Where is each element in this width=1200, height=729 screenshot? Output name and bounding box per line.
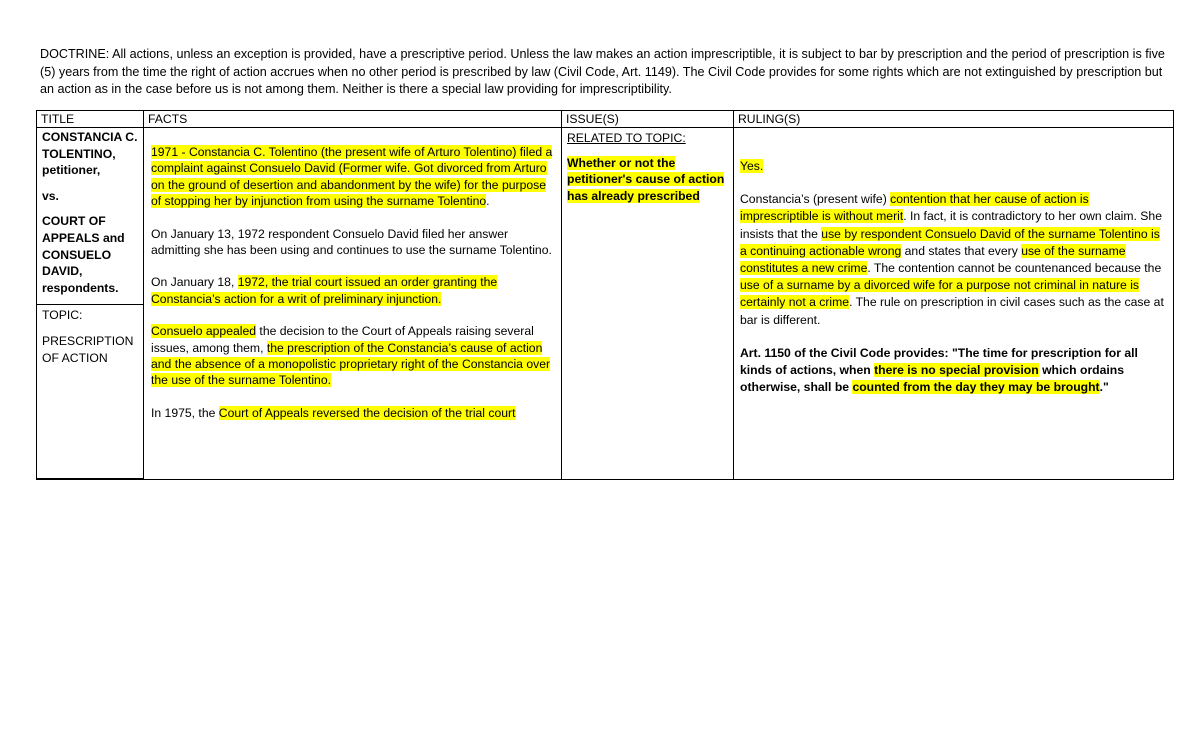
topic-section (37, 305, 143, 479)
issue-related-label: RELATED TO TOPIC: (567, 131, 686, 145)
header-issues: ISSUE(S) (562, 111, 734, 128)
case-parties (37, 128, 143, 305)
petitioner-name: CONSTANCIA C. TOLENTINO, (42, 130, 138, 161)
facts-paragraph-2: On January 13, 1972 respondent Consuelo David filed her answer admitting she has been using and continues to use the surname Tolentino. (151, 226, 552, 258)
header-rulings: RULING(S) (734, 111, 1174, 128)
versus-label: vs. (42, 188, 59, 203)
issues-cell (562, 128, 734, 480)
facts-paragraph-5: In 1975, the Court of Appeals reversed the decision of the trial court (151, 405, 516, 420)
topic-value: PRESCRIPTION OF ACTION (42, 333, 134, 365)
facts-paragraph-4: Consuelo appealed the decision to the Court of Appeals raising several issues, among them, the prescription of the Constancia’s cause of action and the absence of a monopolistic proprietary right of the Constancia over the use of the surname Tolentino. (151, 324, 551, 388)
respondent-names: COURT OF APPEALS and CONSUELO DAVID, (42, 214, 125, 279)
topic-label: TOPIC: (42, 308, 83, 323)
petitioner-role: petitioner, (42, 163, 101, 178)
issue-question: Whether or not the petitioner's cause of action has already prescribed (567, 155, 725, 203)
ruling-paragraph-1: Constancia’s (present wife) contention that her cause of action is imprescriptible is without merit. In fact, it is contradictory to her own claim. She insists that the use by respondent Consuelo David of the surname Tolentino is a continuing actionable wrong and states that every use of the surname constitutes a new crime. The contention cannot be countenanced because the use of a surname by a divorced wife for a purpose not criminal in nature is certainly not a crime. The rule on prescription in civil cases such as the case at bar is different. (740, 192, 1164, 327)
case-digest-table (36, 110, 1174, 480)
header-title: TITLE (37, 111, 144, 128)
facts-cell (144, 128, 562, 480)
facts-paragraph-3: On January 18, 1972, the trial court issued an order granting the Constancia’s action for a writ of preliminary injunction. (151, 275, 498, 306)
header-facts: FACTS (144, 111, 562, 128)
respondent-role: respondents. (42, 280, 119, 295)
facts-paragraph-1: 1971 - Constancia C. Tolentino (the present wife of Arturo Tolentino) filed a complaint against Consuelo David (Former wife. Got divorced from Arturo on the ground of desertion and abandonment by the wife) for the purpose of stopping her by injunction from using the surname Tolentino. (151, 145, 553, 209)
table-row (37, 128, 1174, 480)
title-cell (37, 128, 144, 480)
doctrine-paragraph: DOCTRINE: All actions, unless an exception is provided, have a prescriptive period. Unless the law makes an action imprescriptible, it is subject to bar by prescription and the period of prescription is five (5) years from the time the right of action accrues when no other period is prescribed by law (Civil Code, Art. 1149). The Civil Code provides for some rights which are not extinguished by prescription but an action as in the case before us is not among them. Neither is there a special law providing for imprescriptibility. (40, 47, 1165, 97)
rulings-cell (734, 128, 1174, 480)
ruling-answer: Yes. (740, 159, 764, 173)
ruling-article-1150: Art. 1150 of the Civil Code provides: "The time for prescription for all kinds of actions, when there is no special provision which ordains otherwise, shall be counted from the day they may be brought." (740, 345, 1138, 395)
table-header-row (37, 111, 1174, 128)
